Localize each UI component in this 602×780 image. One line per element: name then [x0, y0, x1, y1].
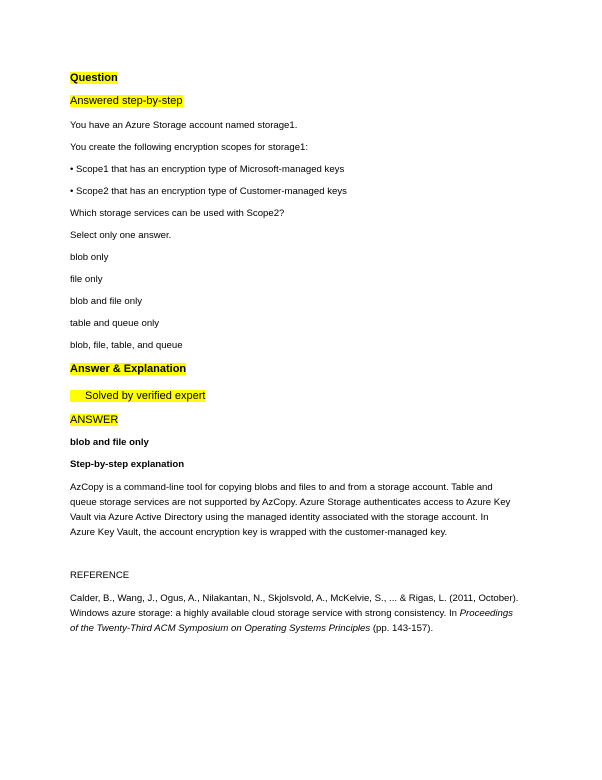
answered-badge — [70, 94, 183, 109]
citation-venue-start: Proceedings — [459, 608, 513, 619]
answered-badge-text: Answered step-by-step — [70, 95, 183, 107]
answer-label-text: ANSWER — [70, 414, 119, 426]
answer-value: blob and file only — [70, 437, 149, 448]
citation-pages: (pp. 143-157). — [370, 623, 434, 634]
solved-badge-text: Solved by verified expert — [70, 390, 205, 402]
question-heading — [70, 71, 118, 86]
explanation-line: queue storage services are not supported by AzCopy. Azure Storage authenticates access to Azure Key — [70, 497, 511, 508]
explanation-line: AzCopy is a command-line tool for copying blobs and files to and from a storage account. Table and — [70, 482, 493, 493]
question-line: You create the following encryption scopes for storage1: — [70, 142, 309, 153]
explanation-line: Vault via Azure Active Directory using the managed identity associated with the storage account. In — [70, 512, 489, 523]
citation-line: Calder, B., Wang, J., Ogus, A., Nilakantan, N., Skjolsvold, A., McKelvie, S., ... & Rigas, L. (2011, October). — [70, 593, 519, 604]
question-prompt: Which storage services can be used with Scope2? — [70, 208, 285, 219]
explanation-heading: Step-by-step explanation — [70, 459, 185, 470]
question-instruction: Select only one answer. — [70, 230, 172, 241]
citation-title: Windows azure storage: a highly available cloud storage service with strong consistency. In — [70, 608, 460, 619]
answer-heading-text: Answer & Explanation — [70, 363, 187, 375]
citation-line — [70, 607, 513, 620]
scope1-bullet: • Scope1 that has an encryption type of Microsoft-managed keys — [70, 164, 345, 175]
question-heading-text: Question — [70, 72, 118, 84]
answer-heading — [70, 362, 186, 377]
citation-venue-rest: of the Twenty-Third ACM Symposium on Operating Systems Principles — [70, 623, 371, 634]
citation-line — [70, 622, 433, 635]
answer-option: blob and file only — [70, 296, 143, 307]
answer-option: table and queue only — [70, 318, 160, 329]
answer-option: blob only — [70, 252, 109, 263]
solved-badge — [70, 389, 205, 404]
answer-option: blob, file, table, and queue — [70, 340, 183, 351]
question-line: You have an Azure Storage account named storage1. — [70, 120, 298, 131]
reference-label: REFERENCE — [70, 570, 130, 581]
explanation-line: Azure Key Vault, the account encryption key is wrapped with the customer-managed key. — [70, 527, 448, 538]
scope2-bullet: • Scope2 that has an encryption type of Customer-managed keys — [70, 186, 347, 197]
answer-label — [70, 413, 118, 428]
answer-option: file only — [70, 274, 103, 285]
